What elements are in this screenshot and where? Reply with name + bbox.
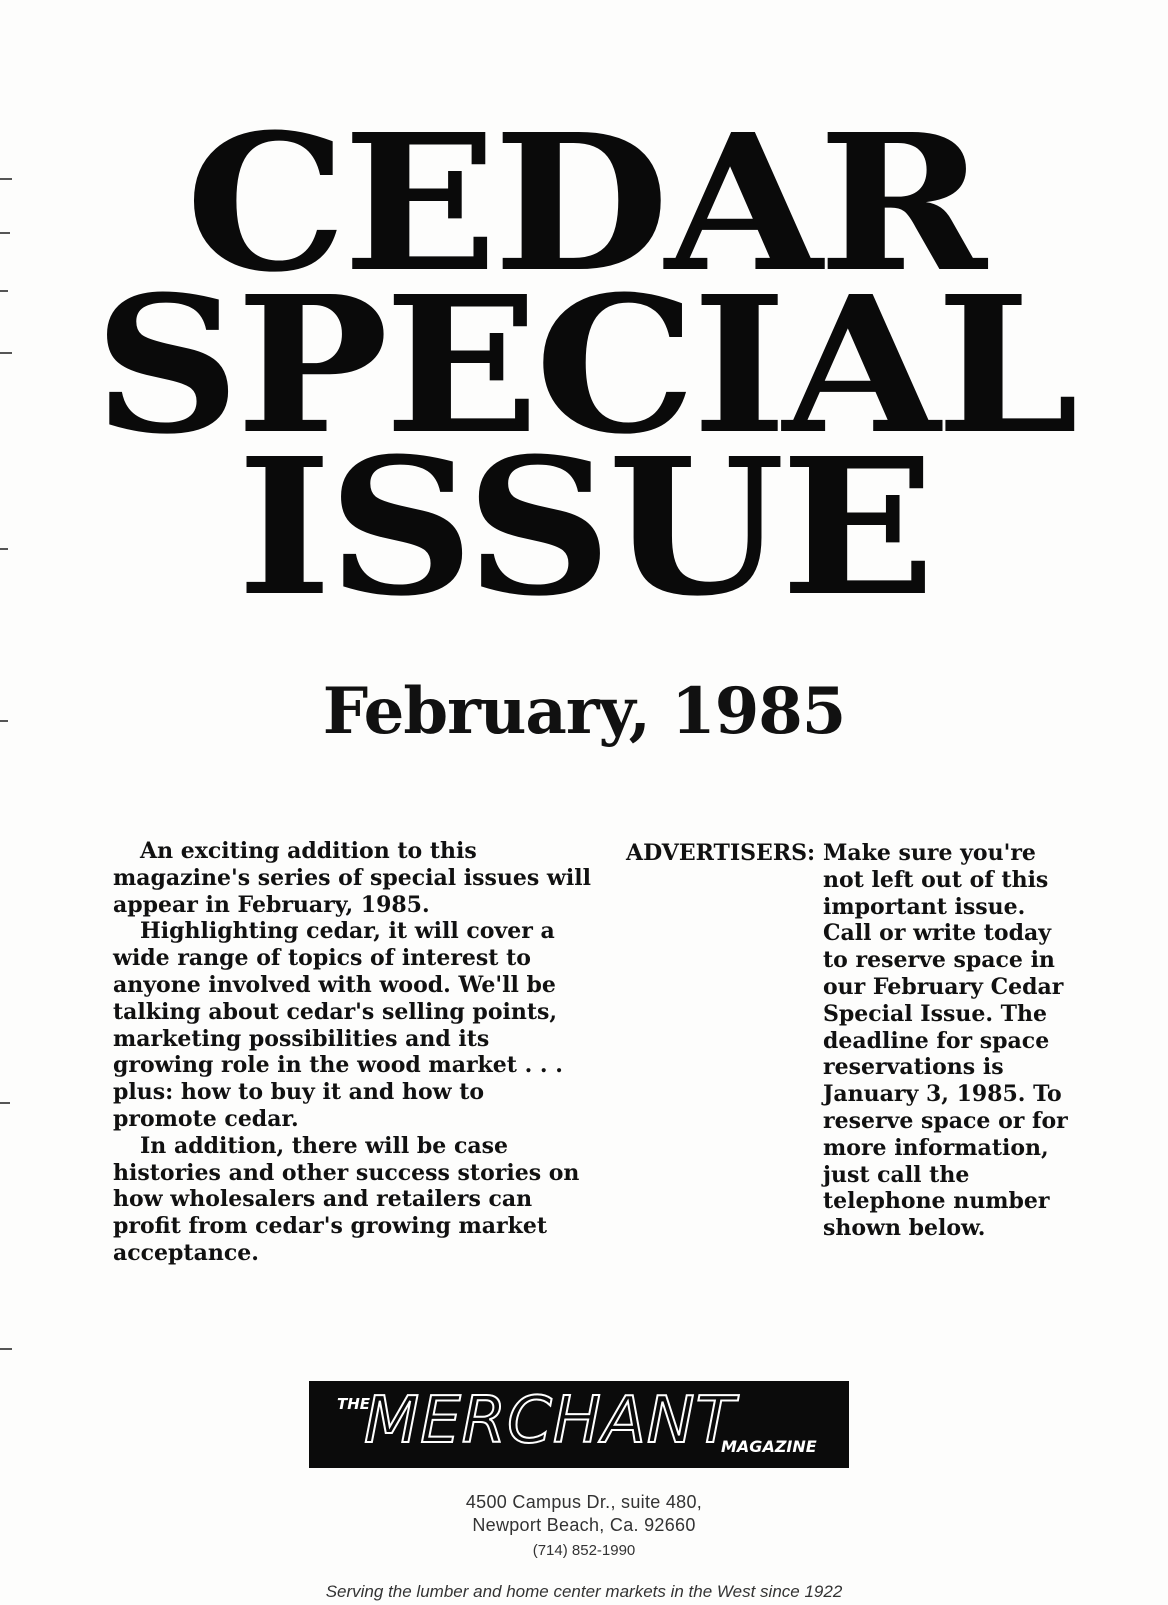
left-column (113, 838, 593, 1267)
logo-the: THE (337, 1395, 371, 1413)
advertisers-text: Make sure you're not left out of this important issue. Call or write today to reserve space in our February Cedar Special Issue. The deadline for space reservations is January 3, 1985. To reserve space or for more information, just call the telephone number shown below. (823, 840, 1068, 1242)
merchant-magazine-logo (309, 1381, 849, 1468)
advertisers-label: ADVERTISERS: (626, 840, 816, 866)
phone-number: (714) 852-1990 (532, 1542, 636, 1559)
left-paragraph-3: In addition, there will be case histories and other success stories on how wholesalers and retailers can profit from cedar's growing market acceptance. (113, 1132, 580, 1266)
logo-merchant: MERCHANT (364, 1384, 736, 1458)
address-line-2: Newport Beach, Ca. 92660 (472, 1515, 696, 1535)
issue-date: February, 1985 (322, 674, 846, 749)
left-paragraph-2: Highlighting cedar, it will cover a wide range of topics of interest to anyone involved with wood. We'll be talking about cedar's selling points, marketing possibilities and its growing role in the wood market . . . plus: how to buy it and how to promote cedar. (113, 918, 563, 1132)
address-line-1: 4500 Campus Dr., suite 480, (465, 1492, 703, 1512)
logo-magazine: MAGAZINE (721, 1437, 817, 1456)
left-paragraph-1: An exciting addition to this magazine's series of special issues will appear in February, 1985. (113, 838, 591, 918)
headline-line-2: SPECIAL (93, 255, 1075, 476)
headline-line-1: CEDAR (185, 93, 983, 314)
advertisers-column (823, 840, 1073, 1242)
headline-line-3: ISSUE (236, 417, 932, 638)
tagline: Serving the lumber and home center markets in the West since 1922 (325, 1582, 843, 1601)
